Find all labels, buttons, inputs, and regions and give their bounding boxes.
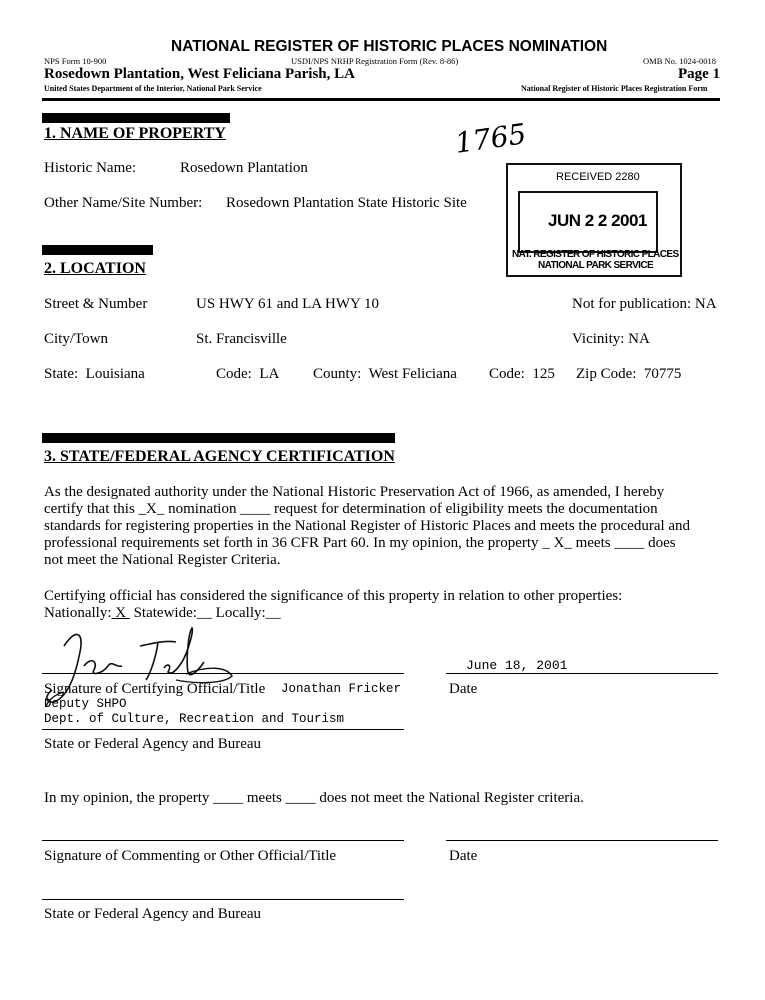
certification-line-1: As the designated authority under the National Historic Preservation Act of 1966, as amended, I hereby <box>44 484 665 500</box>
date-label: Date <box>449 681 478 697</box>
street-value: US HWY 61 and LA HWY 10 <box>196 296 380 312</box>
vicinity: Vicinity: NA <box>572 331 650 347</box>
street-label: Street & Number <box>44 296 148 312</box>
commenting-date-line <box>446 840 718 841</box>
date-value: June 18, 2001 <box>466 658 568 673</box>
department-line: United States Department of the Interior, National Park Service <box>44 84 262 93</box>
signature-line <box>42 673 404 674</box>
page-number: Page 1 <box>678 66 721 82</box>
received-stamp <box>506 163 682 277</box>
locally-label: Locally:__ <box>215 605 281 621</box>
certification-line-3: standards for registering properties in the National Register of Historic Places and meets the procedural and <box>44 518 691 534</box>
commenting-signature-label: Signature of Commenting or Other Official/Title <box>44 848 337 864</box>
county-field: County: West Feliciana <box>313 366 457 382</box>
other-name-value: Rosedown Plantation State Historic Site <box>226 195 467 211</box>
certification-line-2: certify that this _X_ nomination ____ request for determination of eligibility meets the documentation <box>44 501 658 517</box>
property-heading: Rosedown Plantation, West Feliciana Parish, LA <box>44 66 355 82</box>
historic-name-label: Historic Name: <box>44 160 137 176</box>
certifier-title: Deputy SHPO <box>44 697 127 711</box>
commenting-agency-line <box>42 899 404 900</box>
zip-field: Zip Code: 70775 <box>576 366 682 382</box>
city-value: St. Francisville <box>196 331 287 347</box>
opinion-statement: In my opinion, the property ____ meets ____ does not meet the National Register criteria. <box>44 790 584 806</box>
certifier-department: Dept. of Culture, Recreation and Tourism <box>44 712 345 726</box>
stamp-received-text: RECEIVED 2280 <box>556 171 640 183</box>
section-2-heading: 2. LOCATION <box>44 260 146 277</box>
state-code-field: Code: LA <box>216 366 280 382</box>
section-3-bar <box>42 433 395 443</box>
header-rule <box>42 98 720 101</box>
city-label: City/Town <box>44 331 108 347</box>
stamp-register-line: NAT. REGISTER OF HISTORIC PLACES <box>512 249 679 260</box>
stamp-nps-line: NATIONAL PARK SERVICE <box>538 260 654 271</box>
other-name-label: Other Name/Site Number: <box>44 195 203 211</box>
significance-levels <box>44 605 281 622</box>
agency-label: State or Federal Agency and Bureau <box>44 736 262 752</box>
certifier-name: Jonathan Fricker <box>281 682 402 696</box>
stamp-date: JUN 2 2 2001 <box>548 211 647 230</box>
not-for-publication: Not for publication: NA <box>572 296 717 312</box>
nationally-label: Nationally: <box>44 605 112 621</box>
handwritten-number: 1765 <box>453 117 529 160</box>
statewide-label: Statewide:__ <box>133 605 212 621</box>
section-2-bar <box>42 245 153 255</box>
agency-line <box>42 729 404 730</box>
signature-label: Signature of Certifying Official/Title <box>44 681 266 697</box>
significance-statement: Certifying official has considered the significance of this property in relation to other properties: <box>44 588 623 604</box>
form-name-line: National Register of Historic Places Registration Form <box>521 84 708 93</box>
county-code-field: Code: 125 <box>489 366 555 382</box>
omb-number: OMB No. 1024-0018 <box>643 56 716 66</box>
section-1-bar <box>42 113 230 123</box>
nationally-value: X <box>111 605 130 621</box>
commenting-date-label: Date <box>449 848 478 864</box>
certification-line-4: professional requirements set forth in 36 CFR Part 60. In my opinion, the property _ X_ meets ____ does <box>44 535 676 551</box>
section-3-heading: 3. STATE/FEDERAL AGENCY CERTIFICATION <box>44 448 395 465</box>
certification-line-5: not meet the National Register Criteria. <box>44 552 281 568</box>
registration-form-rev: USDI/NPS NRHP Registration Form (Rev. 8-86) <box>291 56 459 66</box>
form-title: NATIONAL REGISTER OF HISTORIC PLACES NOMINATION <box>171 38 608 55</box>
form-number: NPS Form 10-900 <box>44 56 107 66</box>
commenting-signature-line <box>42 840 404 841</box>
historic-name-value: Rosedown Plantation <box>180 160 308 176</box>
state-field: State: Louisiana <box>44 366 145 382</box>
date-line <box>446 673 718 674</box>
section-1-heading: 1. NAME OF PROPERTY <box>44 125 226 142</box>
commenting-agency-label: State or Federal Agency and Bureau <box>44 906 262 922</box>
